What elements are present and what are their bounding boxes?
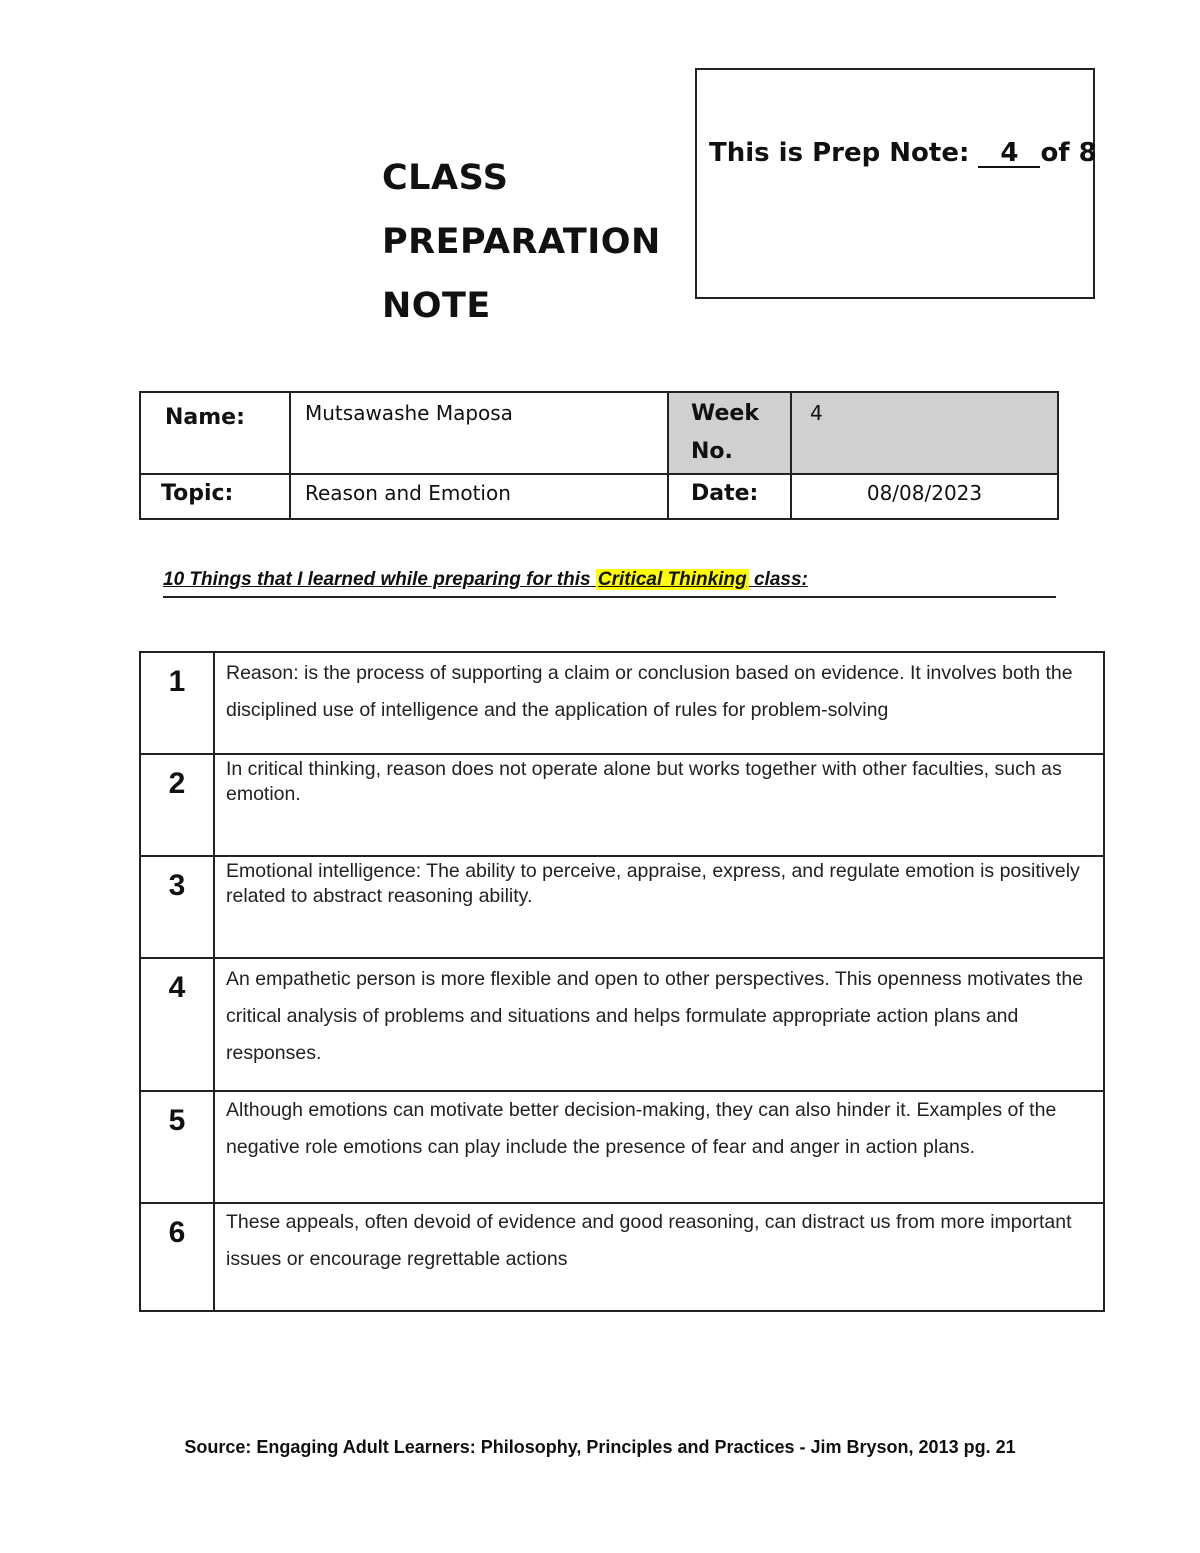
table-row [140,958,1104,1091]
table-row [140,856,1104,958]
topic-label: Topic: [140,474,290,519]
item-number: 4 [140,958,214,1091]
learned-heading-after: class: [748,569,808,590]
name-label: Name: [140,392,290,474]
table-row [140,652,1104,754]
week-label: Week No. [668,392,791,474]
table-row [140,754,1104,856]
item-number: 2 [140,754,214,856]
item-number: 1 [140,652,214,754]
date-label: Date: [668,474,791,519]
item-text: In critical thinking, reason does not operate alone but works together with other faculties, such as emotion. [214,754,1104,856]
item-text: Emotional intelligence: The ability to perceive, appraise, express, and regulate emotion is positively related to abstract reasoning ability. [214,856,1104,958]
prep-note-box [695,68,1095,299]
prep-note-prefix: This is Prep Note: [709,138,979,168]
title-line-3: NOTE [382,286,491,326]
table-row [140,1091,1104,1203]
item-number: 3 [140,856,214,958]
items-table [139,651,1105,1312]
item-number: 6 [140,1203,214,1311]
learned-heading-before: 10 Things that I learned while preparing for this [163,569,596,590]
table-row [140,1203,1104,1311]
item-text: Reason: is the process of supporting a claim or conclusion based on evidence. It involves both the disciplined use of intelligence and the application of rules for problem-solving [214,652,1104,754]
learned-heading-highlight: Critical Thinking [597,569,747,590]
prep-note-suffix: of 8 [1040,138,1097,168]
date-value: 08/08/2023 [791,474,1058,519]
source-citation: Source: Engaging Adult Learners: Philosophy, Principles and Practices - Jim Bryson, 2013 pg. 21 [184,1437,1016,1457]
week-value: 4 [791,392,1058,474]
item-text: Although emotions can motivate better decision-making, they can also hinder it. Examples of the negative role emotions can play include the presence of fear and anger in action plans. [214,1091,1104,1203]
prep-note-text [709,138,1097,168]
item-text: These appeals, often devoid of evidence and good reasoning, can distract us from more important issues or encourage regrettable actions [214,1203,1104,1311]
item-text: An empathetic person is more flexible and open to other perspectives. This openness motivates the critical analysis of problems and situations and helps formulate appropriate action plans and responses. [214,958,1104,1091]
learned-heading [163,566,1056,598]
topic-value: Reason and Emotion [290,474,668,519]
page-title [382,146,661,338]
prep-note-number: 4 [978,140,1040,168]
name-value: Mutsawashe Maposa [290,392,668,474]
item-number: 5 [140,1091,214,1203]
info-table [139,391,1059,520]
title-line-1: CLASS [382,158,509,198]
title-line-2: PREPARATION [382,222,661,262]
